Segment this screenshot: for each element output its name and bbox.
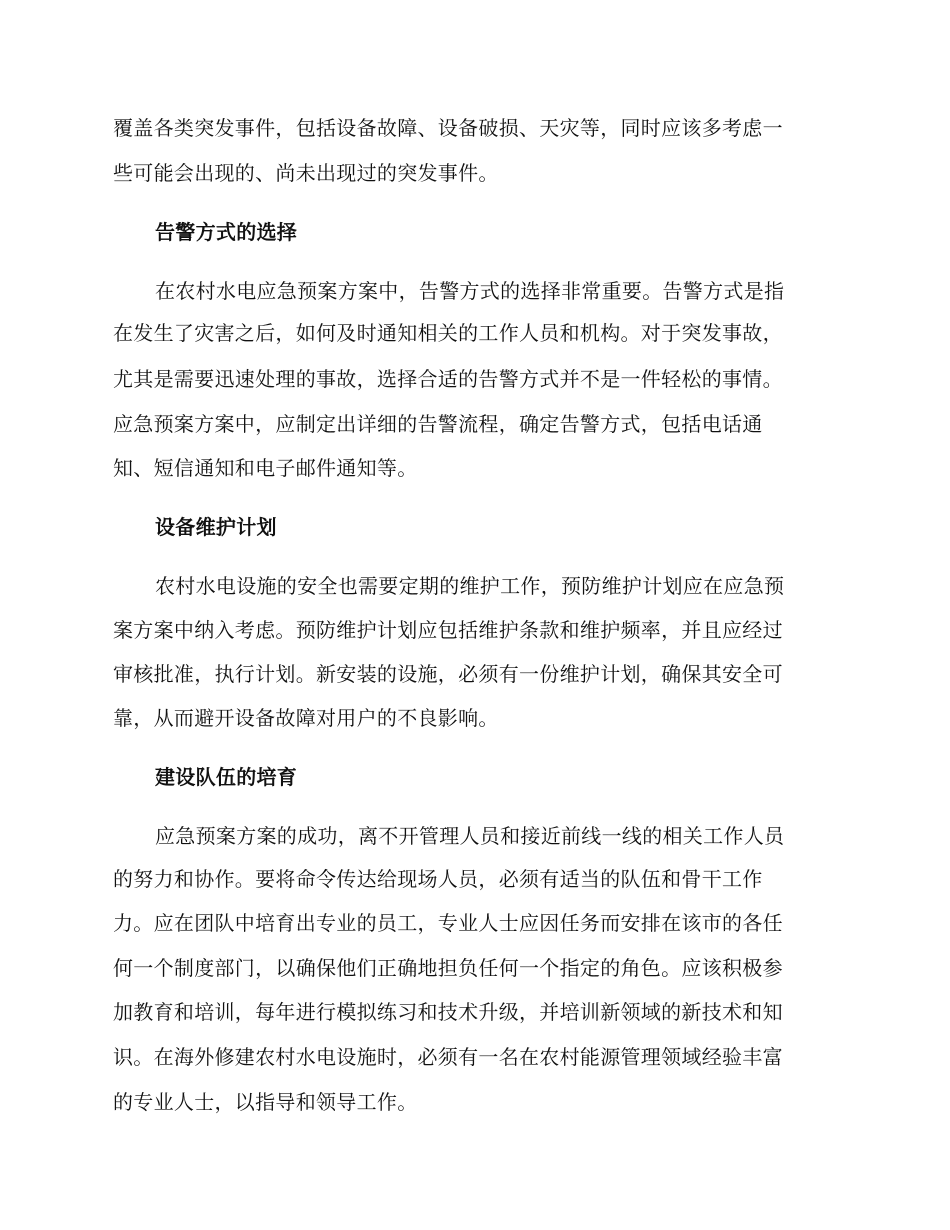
paragraph-line: 知、短信通知和电子邮件通知等。: [113, 456, 418, 480]
paragraph-line: 的努力和协作。要将命令传达给现场人员，必须有适当的队伍和骨干工作: [113, 867, 763, 891]
paragraph-line: 些可能会出现的、尚未出现过的突发事件。: [113, 161, 499, 185]
paragraph-line: 识。在海外修建农村水电设施时，必须有一名在农村能源管理领域经验丰富: [113, 1045, 783, 1069]
paragraph-line: 在发生了灾害之后，如何及时通知相关的工作人员和机构。对于突发事故，: [113, 321, 783, 345]
section-heading-team: 建设队伍的培育: [155, 765, 298, 789]
paragraph-line: 应急预案方案中，应制定出详细的告警流程，确定告警方式，包括电话通: [113, 412, 763, 436]
paragraph-line: 尤其是需要迅速处理的事故，选择合适的告警方式并不是一件轻松的事情。: [113, 367, 783, 391]
section-heading-maintenance: 设备维护计划: [155, 515, 277, 539]
paragraph-line: 覆盖各类突发事件，包括设备故障、设备破损、天灾等，同时应该多考虑一: [113, 116, 783, 140]
paragraph-line: 审核批准，执行计划。新安装的设施，必须有一份维护计划，确保其安全可: [113, 662, 783, 686]
paragraph-line: 力。应在团队中培育出专业的员工，专业人士应因任务而安排在该市的各任: [113, 911, 783, 935]
paragraph-line: 农村水电设施的安全也需要定期的维护工作，预防维护计划应在应急预: [155, 574, 785, 598]
paragraph-line: 何一个制度部门，以确保他们正确地担负任何一个指定的角色。应该积极参: [113, 956, 783, 980]
paragraph-line: 在农村水电应急预案方案中，告警方式的选择非常重要。告警方式是指: [155, 279, 785, 303]
paragraph-line: 案方案中纳入考虑。预防维护计划应包括维护条款和维护频率，并且应经过: [113, 618, 783, 642]
paragraph-line: 靠，从而避开设备故障对用户的不良影响。: [113, 706, 499, 730]
paragraph-line: 应急预案方案的成功，离不开管理人员和接近前线一线的相关工作人员: [155, 824, 785, 848]
paragraph-line: 加教育和培训，每年进行模拟练习和技术升级，并培训新领域的新技术和知: [113, 1000, 783, 1024]
paragraph-line: 的专业人士，以指导和领导工作。: [113, 1090, 418, 1114]
section-heading-alert-method: 告警方式的选择: [155, 220, 298, 244]
